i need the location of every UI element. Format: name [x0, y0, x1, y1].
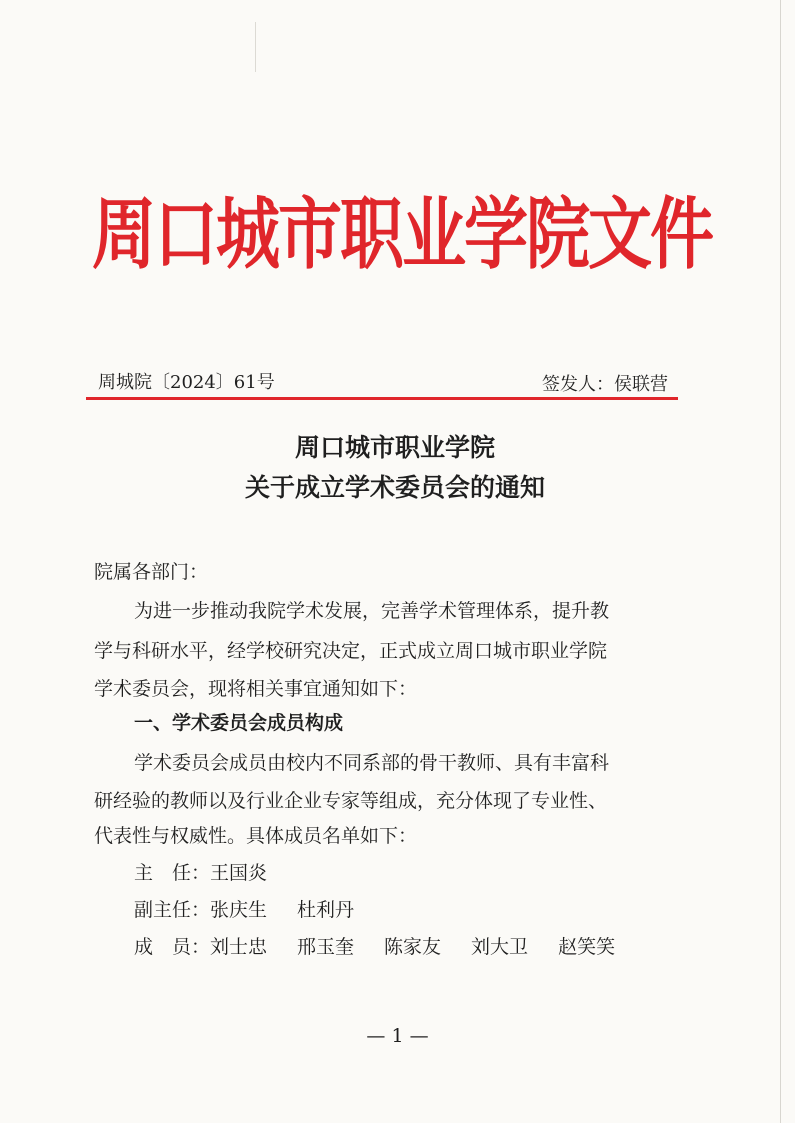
deputy-row	[134, 895, 384, 922]
paragraph-2-line-1: 学术委员会成员由校内不同系部的骨干教师、具有丰富科	[134, 752, 610, 774]
paragraph-1-line-2: 学与科研水平，经学校研究决定，正式成立周口城市职业学院	[94, 640, 608, 662]
member-name: 赵笑笑	[558, 936, 616, 958]
paragraph-2-line-3: 代表性与权威性。具体成员名单如下：	[94, 825, 418, 847]
scan-artifact-line	[255, 22, 256, 72]
deputy-label: 副主任：	[134, 899, 211, 921]
member-name: 刘大卫	[471, 936, 529, 958]
page-number: — 1 —	[366, 1025, 429, 1047]
member-name: 陈家友	[384, 936, 442, 958]
paragraph-1-line-1: 为进一步推动我院学术发展，完善学术管理体系，提升教	[134, 600, 610, 622]
deputy-name: 张庆生	[210, 899, 268, 921]
red-header-title: 周口城市职业学院文件	[92, 190, 712, 281]
notice-title-line-1: 周口城市职业学院	[294, 433, 495, 462]
red-separator-line	[86, 397, 678, 400]
deputy-name: 杜利丹	[297, 899, 355, 921]
paragraph-2-line-2: 研经验的教师以及行业企业专家等组成，充分体现了专业性、	[94, 790, 608, 812]
members-label: 成 员：	[134, 936, 211, 958]
document-number: 周城院〔2024〕61号	[98, 372, 275, 393]
member-name: 刘士忠	[210, 936, 268, 958]
section-heading-1: 一、学术委员会成员构成	[134, 712, 344, 734]
member-name: 邢玉奎	[297, 936, 355, 958]
director-label: 主 任：	[134, 862, 211, 884]
issuer	[542, 370, 668, 396]
issuer-name: 侯联营	[614, 374, 668, 395]
paragraph-1-line-3: 学术委员会，现将相关事宜通知如下：	[94, 678, 418, 700]
scan-edge-line	[780, 0, 781, 1123]
director-name: 王国炎	[210, 862, 268, 884]
issuer-label: 签发人：	[542, 374, 614, 395]
notice-title-line-2: 关于成立学术委员会的通知	[244, 473, 545, 502]
members-row	[134, 932, 615, 959]
salutation: 院属各部门：	[94, 561, 209, 583]
director-row	[134, 858, 267, 885]
